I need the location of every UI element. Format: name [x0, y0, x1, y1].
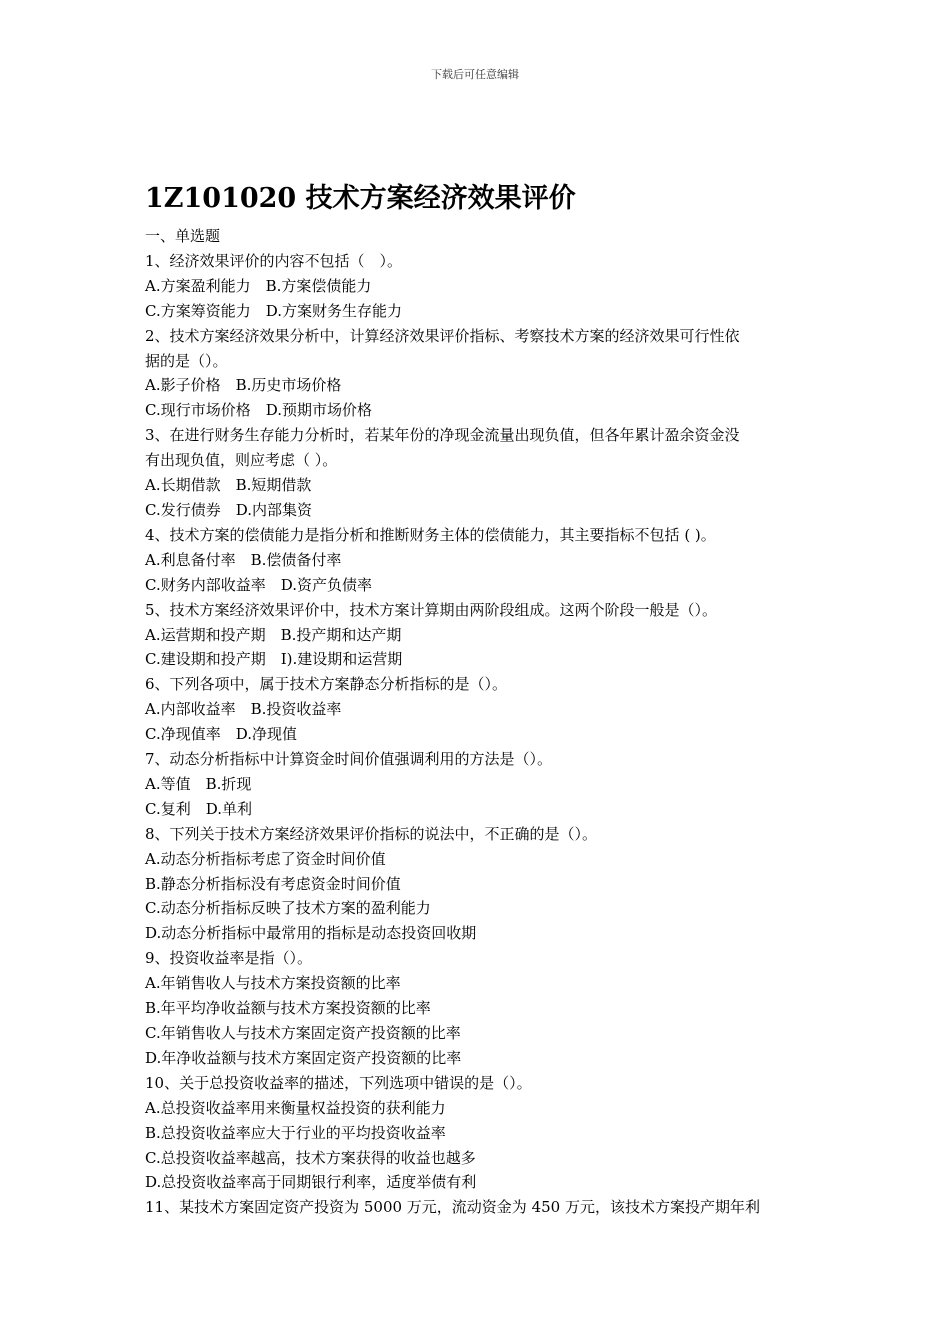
answer-option: C.总投资收益率越高，技术方案获得的收益也越多 — [145, 1148, 476, 1167]
question-text: 1、经济效果评价的内容不包括（ ）。 — [145, 251, 403, 270]
question-text: 10、关于总投资收益率的描述，下列选项中错误的是（）。 — [145, 1073, 532, 1092]
answer-option: A.年销售收人与技术方案投资额的比率 — [145, 974, 401, 993]
question-text: 7、动态分析指标中计算资金时间价值强调利用的方法是（）。 — [145, 750, 553, 769]
document-title: 1Z101020 技术方案经济效果评价 — [145, 183, 576, 214]
answer-option: B.年平均净收益额与技术方案投资额的比率 — [145, 999, 431, 1018]
answer-option: B.总投资收益率应大于行业的平均投资收益率 — [145, 1123, 446, 1142]
answer-options: A.利息备付率 B.偿债备付率 — [145, 550, 342, 569]
answer-options: A.内部收益率 B.投资收益率 — [145, 700, 342, 719]
answer-option: D.年净收益额与技术方案固定资产投资额的比率 — [145, 1048, 462, 1067]
answer-option: C.年销售收人与技术方案固定资产投资额的比率 — [145, 1024, 461, 1042]
question-text-continued: 据的是（）。 — [145, 351, 228, 370]
answer-options: A.等值 B.折现 — [145, 774, 252, 793]
answer-options: A.长期借款 B.短期借款 — [145, 476, 312, 495]
question-text: 2、技术方案经济效果分析中，计算经济效果评价指标、考察技术方案的经济效果可行性依 — [145, 326, 740, 345]
answer-options: C.方案筹资能力 D.方案财务生存能力 — [145, 301, 402, 320]
question-text: 8、下列关于技术方案经济效果评价指标的说法中，不正确的是（）。 — [145, 824, 598, 843]
document-body — [145, 180, 810, 1220]
answer-options: C.财务内部收益率 D.资产负债率 — [145, 575, 372, 594]
page-header-note: 下载后可任意编辑 — [431, 68, 519, 81]
answer-options: A.方案盈利能力 B.方案偿债能力 — [145, 276, 372, 295]
answer-option: B.静态分析指标没有考虑资金时间价值 — [145, 874, 401, 893]
answer-option: C.动态分析指标反映了技术方案的盈利能力 — [145, 899, 431, 918]
answer-option: D.总投资收益率高于同期银行利率，适度举债有利 — [145, 1173, 477, 1192]
question-text: 6、下列各项中，属于技术方案静态分析指标的是（）。 — [145, 675, 508, 694]
answer-options: C.建设期和投产期 I).建设期和运营期 — [145, 650, 403, 669]
question-text: 11、某技术方案固定资产投资为 5000 万元，流动资金为 450 万元，该技术方案投产期年利 — [145, 1198, 760, 1217]
answer-option: A.动态分析指标考虑了资金时间价值 — [145, 849, 386, 868]
question-text: 9、投资收益率是指（）。 — [145, 949, 313, 968]
answer-options: C.发行债券 D.内部集资 — [145, 500, 312, 519]
question-text: 4、技术方案的偿债能力是指分析和推断财务主体的偿债能力，其主要指标不包括 ( )。 — [145, 525, 716, 544]
question-text: 3、在进行财务生存能力分析时，若某年份的净现金流量出现负值，但各年累计盈余资金没 — [145, 426, 740, 445]
question-text-continued: 有出现负值，则应考虑（ ）。 — [145, 451, 338, 470]
answer-options: C.复利 D.单利 — [145, 799, 252, 818]
answer-options: A.运营期和投产期 B.投产期和达产期 — [145, 625, 402, 644]
section-heading: 一、单选题 — [145, 227, 221, 245]
answer-options: C.现行市场价格 D.预期市场价格 — [145, 401, 372, 420]
answer-option: D.动态分析指标中最常用的指标是动态投资回收期 — [145, 924, 477, 943]
answer-options: A.影子价格 B.历史市场价格 — [145, 376, 342, 395]
answer-options: C.净现值率 D.净现值 — [145, 725, 297, 744]
question-text: 5、技术方案经济效果评价中，技术方案计算期由两阶段组成。这两个阶段一般是（）。 — [145, 600, 718, 619]
answer-option: A.总投资收益率用来衡量权益投资的获利能力 — [145, 1098, 446, 1117]
